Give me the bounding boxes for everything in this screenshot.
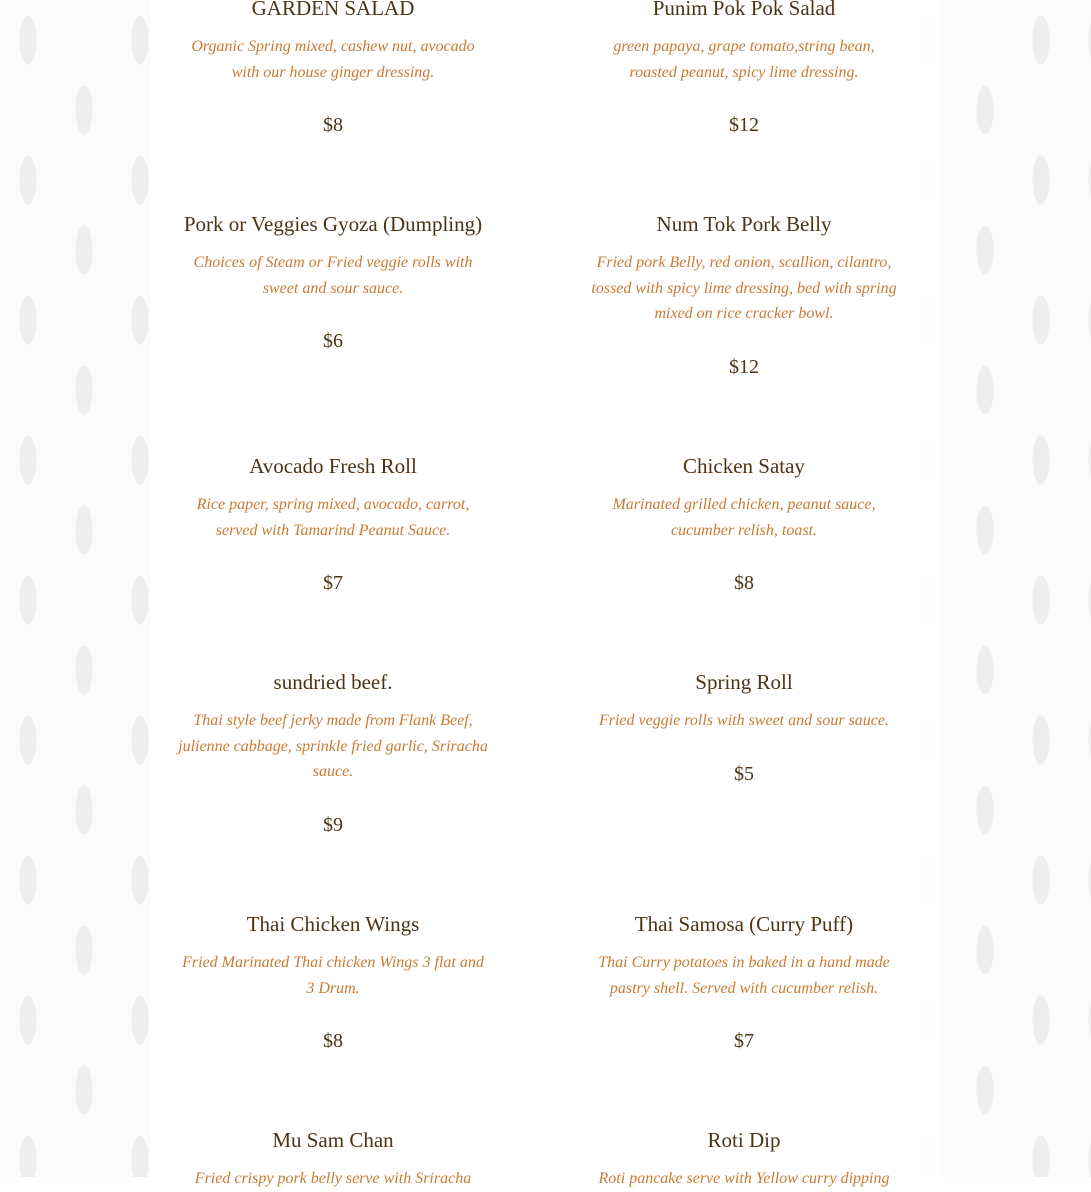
menu-item-gyoza [178, 212, 488, 353]
menu-item-price: $8 [734, 572, 754, 595]
menu-item-name: Avocado Fresh Roll [249, 454, 417, 478]
menu-item-description: Fried veggie rolls with sweet and sour sauce. [598, 712, 890, 729]
menu-item-description: Roti pancake serve with Yellow curry dipping [598, 1170, 890, 1187]
menu-item-description: Choices of Steam or Fried veggie rolls with sweet and sour sauce. [193, 254, 473, 297]
menu-item-description: Fried pork Belly, red onion, scallion, cilantro, tossed with spicy lime dressing, bed with spring mixed on rice cracker bowl. [591, 254, 897, 323]
menu-item-garden-salad [178, 0, 488, 137]
menu-item-price: $12 [729, 356, 759, 379]
menu-item-spring-roll [589, 670, 899, 786]
menu-item-description: Fried crispy pork belly serve with Sriracha [194, 1170, 472, 1187]
menu-item-thai-chicken-wings [178, 912, 488, 1053]
menu-item-name: Spring Roll [695, 670, 793, 694]
menu-item-price: $7 [734, 1030, 754, 1053]
menu-item-mu-sam-chan [178, 1128, 488, 1192]
menu-item-name: Num Tok Pork Belly [656, 212, 832, 236]
menu-item-name: GARDEN SALAD [251, 0, 415, 20]
menu-item-name: Mu Sam Chan [272, 1128, 394, 1152]
menu-item-sundried-beef [178, 670, 488, 837]
menu-item-price: $6 [323, 330, 343, 353]
menu-item-description: Thai style beef jerky made from Flank Beef, julienne cabbage, sprinkle fried garlic, Sriracha sauce. [178, 712, 488, 781]
menu-item-name: Thai Samosa (Curry Puff) [634, 912, 854, 936]
menu-item-description: Marinated grilled chicken, peanut sauce, cucumber relish, toast. [612, 496, 876, 539]
menu-item-price: $9 [323, 814, 343, 837]
menu-item-price: $8 [323, 114, 343, 137]
menu-item-description: Organic Spring mixed, cashew nut, avocado with our house ginger dressing. [191, 38, 475, 81]
menu-item-price: $5 [734, 762, 754, 785]
menu-item-num-tok-pork-belly [589, 212, 899, 379]
menu-item-name: Roti Dip [707, 1128, 781, 1152]
menu-item-description: Fried Marinated Thai chicken Wings 3 flat and 3 Drum. [182, 954, 484, 997]
menu-item-roti-dip [589, 1128, 899, 1192]
menu-item-name: sundried beef. [273, 670, 393, 694]
menu-item-description: Rice paper, spring mixed, avocado, carrot, served with Tamarind Peanut Sauce. [196, 496, 470, 539]
menu-item-price: $7 [323, 572, 343, 595]
menu-item-chicken-satay [589, 454, 899, 595]
menu-item-price: $8 [323, 1030, 343, 1053]
menu-item-price: $12 [729, 114, 759, 137]
menu-item-name: Chicken Satay [683, 454, 805, 478]
menu-item-description: Thai Curry potatoes in baked in a hand made pastry shell. Served with cucumber relish. [598, 954, 890, 997]
menu-item-name: Pork or Veggies Gyoza (Dumpling) [183, 212, 483, 236]
menu-item-description: green papaya, grape tomato,string bean, roasted peanut, spicy lime dressing. [613, 38, 875, 81]
menu-item-avocado-fresh-roll [178, 454, 488, 595]
menu-item-name: Punim Pok Pok Salad [652, 0, 836, 20]
menu-item-name: Thai Chicken Wings [246, 912, 420, 936]
menu-item-thai-samosa [589, 912, 899, 1053]
menu-item-punim-pok-pok-salad [589, 0, 899, 137]
